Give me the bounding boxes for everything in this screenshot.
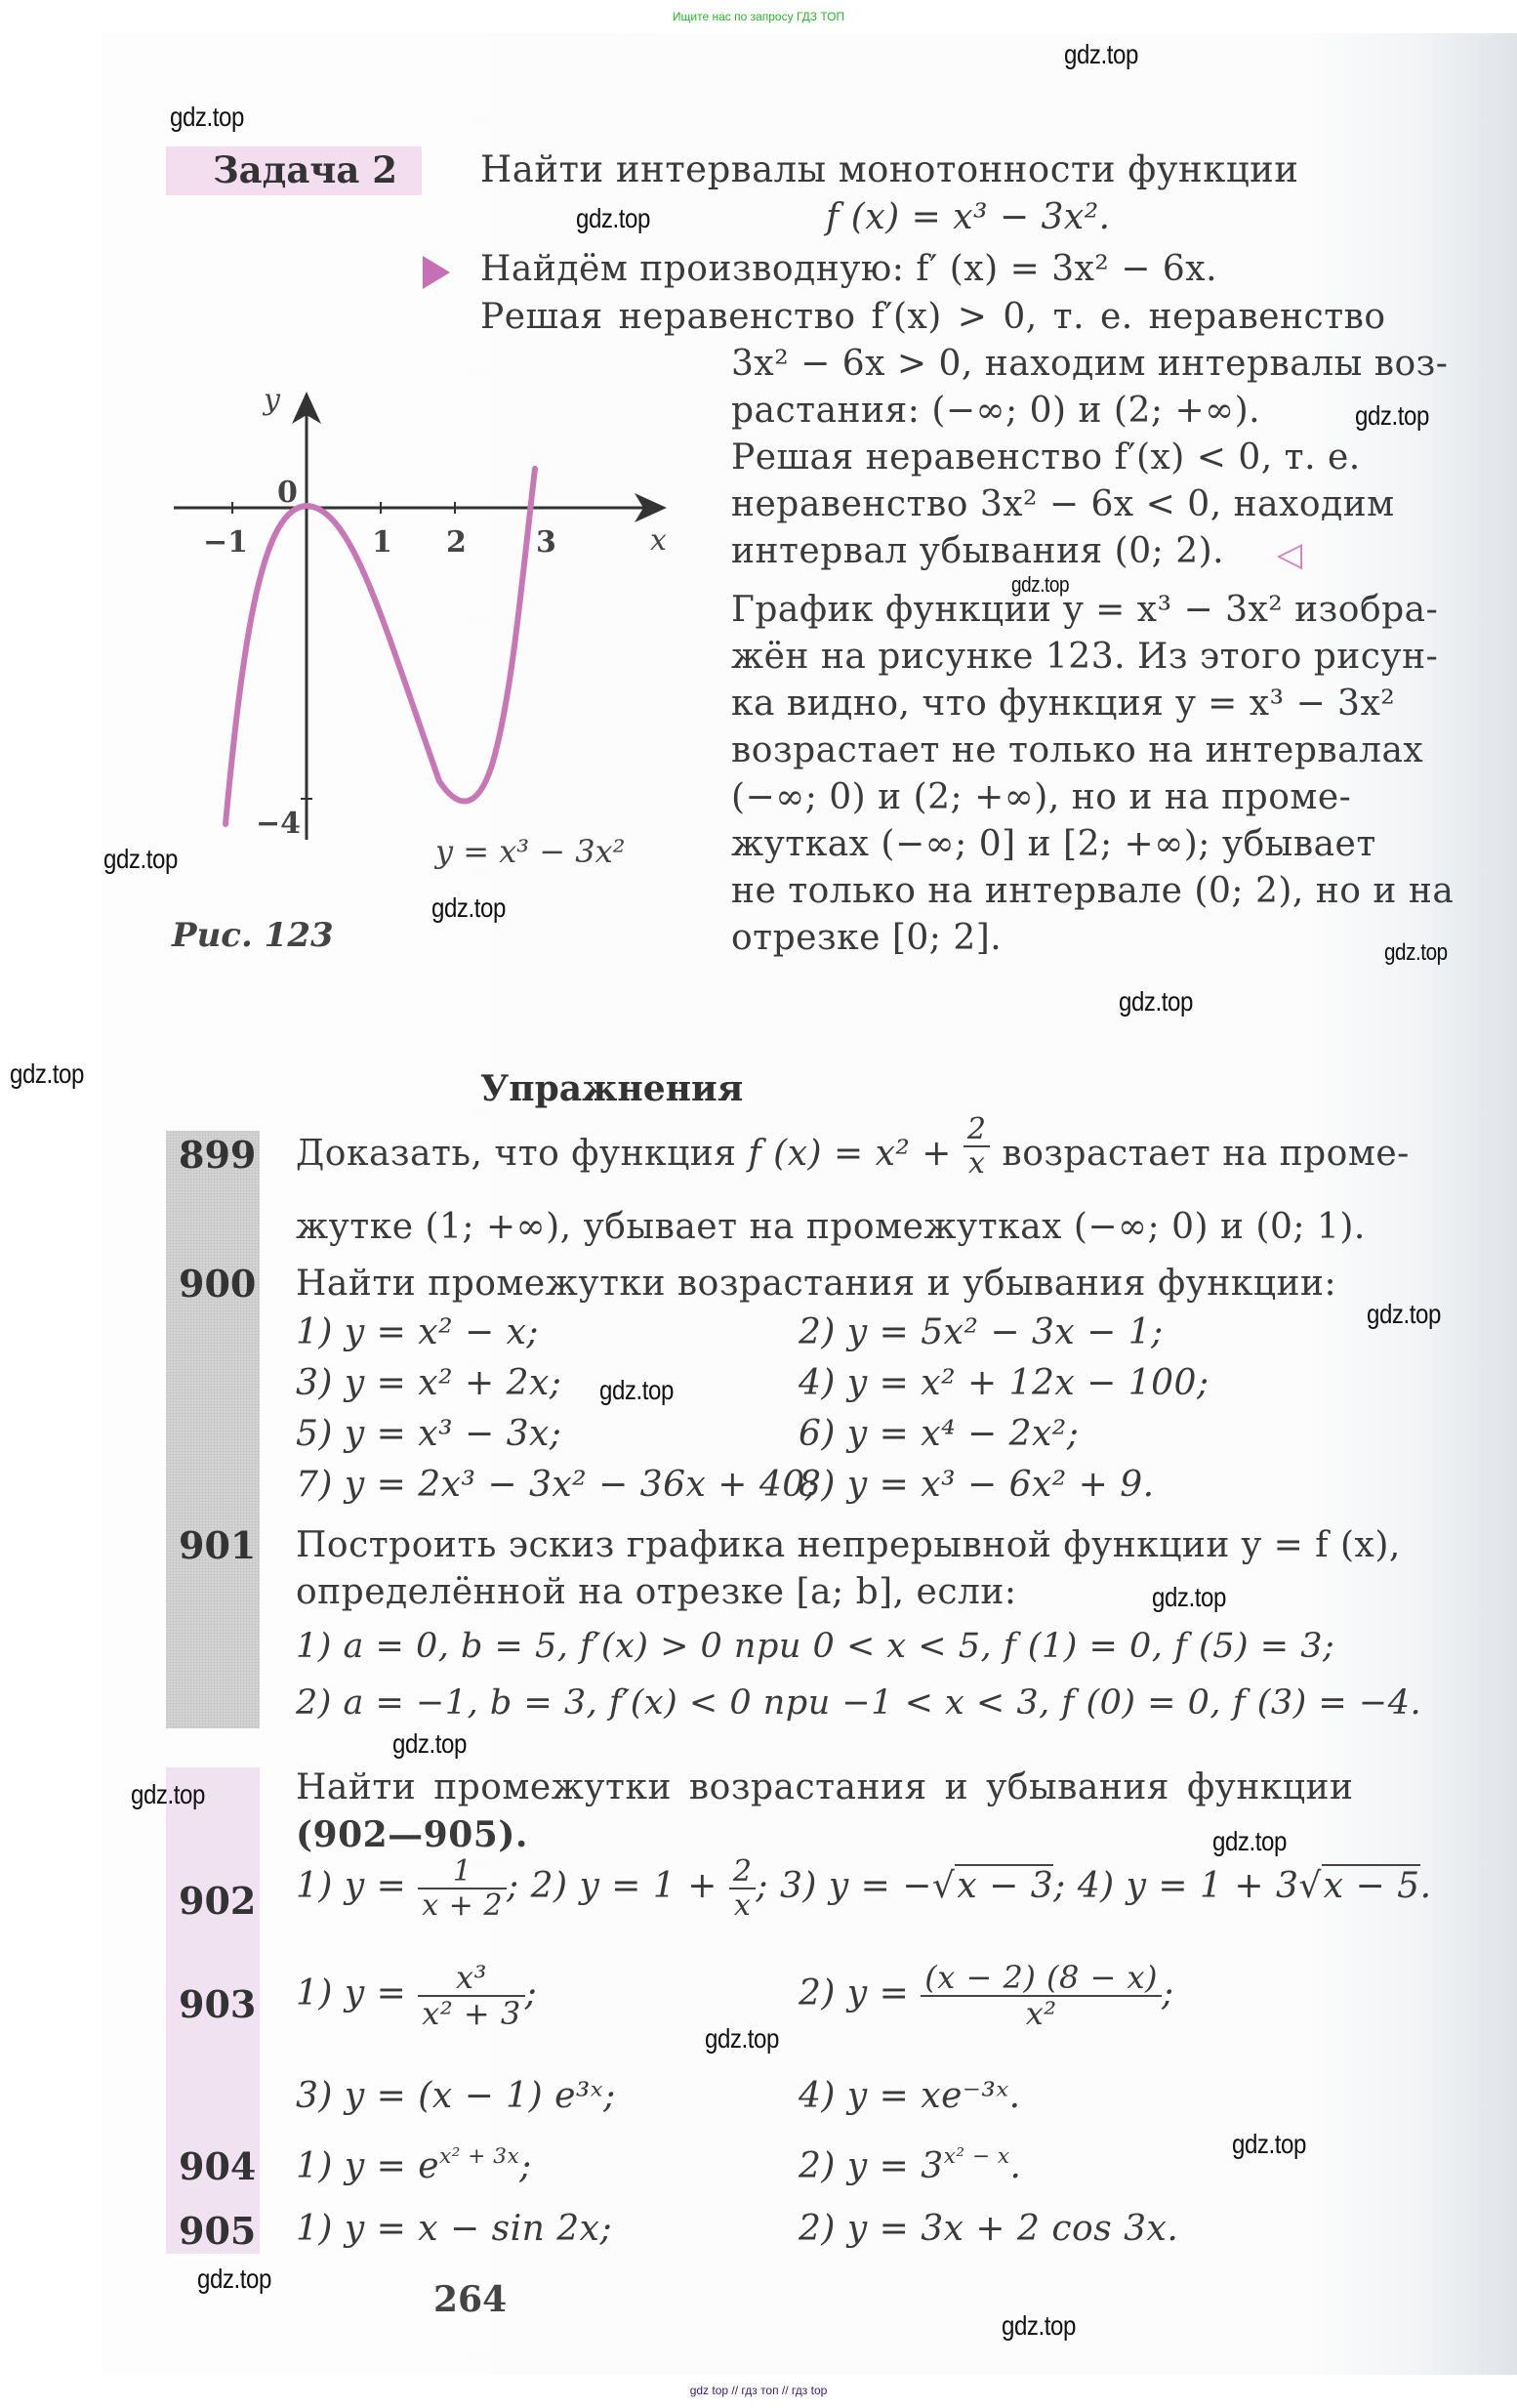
exercise-number-902: 902 xyxy=(179,1879,257,1923)
exercise-900-item-8: 8) y = x³ − 6x² + 9. xyxy=(799,1465,1155,1505)
exercise-number-905: 905 xyxy=(179,2209,257,2253)
watermark: gdz.top xyxy=(1152,1582,1226,1612)
watermark: gdz.top xyxy=(392,1728,467,1759)
x-tick-2: 2 xyxy=(446,525,467,560)
exercise-904-item-2: 2) $y = 3^{x^2 - x}$. xyxy=(799,2143,1022,2186)
top-banner[interactable]: Ищите нас по запросу ГДЗ ТОП xyxy=(672,10,845,23)
x-tick-minus1: −1 xyxy=(203,525,249,560)
exercise-904-item-1: 1) $y = e^{x^2 + 3x}$; xyxy=(296,2143,532,2186)
watermark: gdz.top xyxy=(170,102,244,132)
exercise-number-899: 899 xyxy=(179,1133,257,1177)
exercise-901-item-2: 2) a = −1, b = 3, f′(x) < 0 при −1 < x < 3, f (0) = 0, f (3) = −4. xyxy=(296,1683,1422,1723)
graph-text-2: жён на рисунке 123. Из этого рисун- xyxy=(731,637,1439,677)
exercise-899-line1: Доказать, что функция f (x) = x² + $\frac{2}{x}$ возрастает на проме- xyxy=(296,1112,1410,1181)
watermark: gdz.top xyxy=(1355,400,1429,431)
watermark: gdz.top xyxy=(599,1375,674,1405)
y-axis-label: y xyxy=(264,383,280,417)
exercise-900-item-5: 5) y = x³ − 3x; xyxy=(296,1414,562,1454)
watermark: gdz.top xyxy=(1232,2129,1306,2159)
watermark: gdz.top xyxy=(1011,572,1070,597)
watermark: gdz.top xyxy=(1212,1826,1287,1856)
graph-text-5: (−∞; 0) и (2; +∞), но и на проме- xyxy=(731,777,1352,817)
section-title: Упражнения xyxy=(480,1068,744,1109)
watermark: gdz.top xyxy=(103,844,178,874)
x-axis-label: x xyxy=(650,523,667,558)
exercise-number-903: 903 xyxy=(179,1982,257,2026)
watermark: gdz.top xyxy=(131,1779,205,1809)
exercise-902-items: 1) y = $\frac{1}{x + 2}$ ; 2) y = 1 + $\frac{2}{x}$ ; 3) y = −√x − 3; 4) y = 1 + 3√x − 5. xyxy=(296,1854,1432,1923)
exercise-899-line2: жутке (1; +∞), убывает на промежутках (−∞; 0) и (0; 1). xyxy=(296,1207,1366,1247)
bottom-banner[interactable]: gdz top // гдз топ // гдз top xyxy=(689,2384,828,2397)
figure-caption: Рис. 123 xyxy=(172,916,334,955)
exercise-number-904: 904 xyxy=(179,2144,257,2188)
exercise-900-item-1: 1) y = x² − x; xyxy=(296,1312,539,1352)
exercise-901-line2: определённой на отрезке [a; b], если: xyxy=(296,1572,1017,1612)
watermark: gdz.top xyxy=(10,1059,84,1089)
watermark: gdz.top xyxy=(1119,986,1193,1017)
graph-text-1: График функции y = x³ − 3x² изобра- xyxy=(731,590,1439,630)
watermark: gdz.top xyxy=(431,893,506,923)
exercise-number-901: 901 xyxy=(179,1523,257,1567)
watermark: gdz.top xyxy=(197,2263,271,2294)
task-badge: Задача 2 xyxy=(213,148,397,191)
triangle-right-icon xyxy=(423,256,450,289)
solution-line-3: 3x² − 6x > 0, находим интервалы воз- xyxy=(731,344,1449,384)
exercise-903-item-3: 3) y = (x − 1) e³ˣ; xyxy=(296,2076,616,2116)
task-function: f (x) = x³ − 3x². xyxy=(826,197,1111,237)
solution-line-7: интервал убывания (0; 2). xyxy=(731,531,1225,571)
exercise-903-item-4: 4) y = xe⁻³ˣ. xyxy=(799,2076,1021,2116)
solution-line-4: растания: (−∞; 0) и (2; +∞). xyxy=(731,391,1261,431)
solution-line-2: Решая неравенство f′(x) > 0, т. е. неравенство xyxy=(480,297,1386,337)
exercise-900-item-4: 4) y = x² + 12x − 100; xyxy=(799,1363,1210,1403)
exercise-900-item-2: 2) y = 5x² − 3x − 1; xyxy=(799,1312,1164,1352)
exercise-901-item-1: 1) a = 0, b = 5, f′(x) > 0 при 0 < x < 5, f (1) = 0, f (5) = 3; xyxy=(296,1627,1335,1666)
graph-text-8: отрезке [0; 2]. xyxy=(731,918,1003,958)
graph-text-7: не только на интервале (0; 2), но и на xyxy=(731,871,1455,911)
watermark: gdz.top xyxy=(1064,39,1138,69)
solution-line-5: Решая неравенство f′(x) < 0, т. е. xyxy=(731,437,1361,477)
y-tick-minus4: −4 xyxy=(256,807,302,841)
watermark: gdz.top xyxy=(1367,1299,1441,1329)
graph-text-3: ка видно, что функция y = x³ − 3x² xyxy=(731,684,1396,724)
solution-line-6: неравенство 3x² − 6x < 0, находим xyxy=(731,484,1395,524)
exercise-905-item-2: 2) y = 3x + 2 cos 3x. xyxy=(799,2209,1179,2249)
exercise-905-item-1: 1) y = x − sin 2x; xyxy=(296,2209,613,2249)
curve-label: y = x³ − 3x² xyxy=(435,833,626,870)
page-number: 264 xyxy=(433,2279,508,2320)
triangle-left-icon: ◁ xyxy=(1277,535,1303,574)
exercise-900-item-6: 6) y = x⁴ − 2x²; xyxy=(799,1414,1080,1454)
watermark: gdz.top xyxy=(576,203,650,233)
watermark: gdz.top xyxy=(1384,939,1448,966)
exercise-number-band-gray xyxy=(166,1131,260,1728)
x-tick-3: 3 xyxy=(536,525,556,560)
watermark: gdz.top xyxy=(705,2023,779,2054)
exercise-900-text: Найти промежутки возрастания и убывания функции: xyxy=(296,1264,1337,1304)
function-graph xyxy=(156,381,703,967)
graph-text-4: возрастает не только на интервалах xyxy=(731,730,1424,770)
exercise-900-item-7: 7) y = 2x³ − 3x² − 36x + 40; xyxy=(296,1465,818,1505)
exercise-900-item-3: 3) y = x² + 2x; xyxy=(296,1363,562,1403)
exercises-intro-line1: Найти промежутки возрастания и убывания функции xyxy=(296,1767,1354,1807)
cubic-curve xyxy=(226,469,535,824)
solution-line-1: Найдём производную: f′ (x) = 3x² − 6x. xyxy=(480,249,1218,289)
exercise-901-line1: Построить эскиз графика непрерывной функции y = f (x), xyxy=(296,1525,1401,1565)
exercises-intro-line2: (902—905). xyxy=(296,1814,528,1855)
exercise-903-item-1: 1) y = $\frac{\text{x³}}{\text{x² + 3}}$ ; xyxy=(296,1959,538,2033)
graph-text-6: жутках (−∞; 0] и [2; +∞); убывает xyxy=(731,824,1376,864)
exercise-903-item-2: 2) y = $\frac{(x - 2) (8 - x)}{\text{x²}}$ ; xyxy=(799,1959,1174,2033)
x-tick-1: 1 xyxy=(372,525,392,560)
watermark: gdz.top xyxy=(1002,2310,1076,2341)
task-statement: Найти интервалы монотонности функции xyxy=(480,148,1299,190)
origin-label: 0 xyxy=(277,476,298,510)
exercise-number-900: 900 xyxy=(179,1262,257,1306)
